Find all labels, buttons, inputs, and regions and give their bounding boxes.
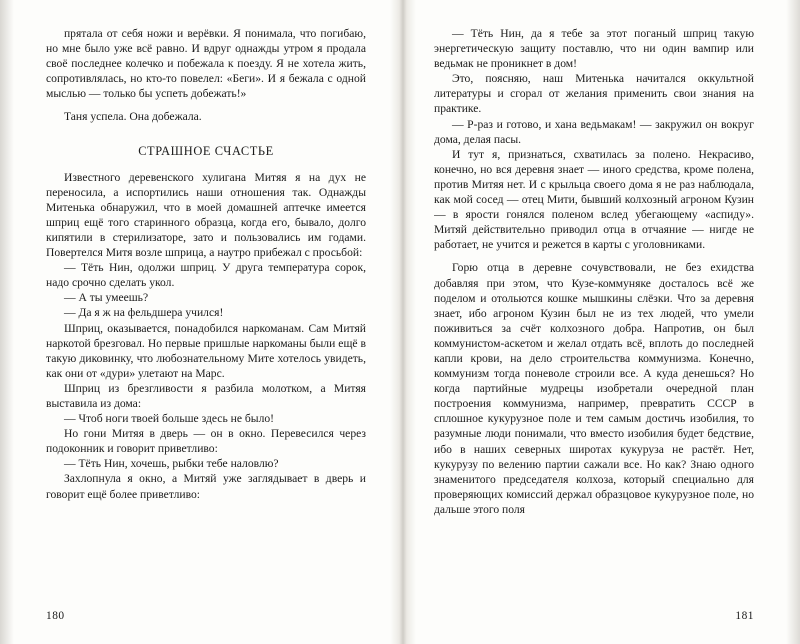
section-title: СТРАШНОЕ СЧАСТЬЕ bbox=[138, 143, 274, 158]
paragraph: Захлопнула я окно, а Митяй уже заглядывает в дверь и говорит ещё более приветливо: bbox=[46, 472, 366, 501]
paragraph: Известного деревенского хулигана Митяя я на дух не переносила, а испортились наши отношения так. Однажды Митенька обнаружил, что в моей домашней аптечке имеется шприц ещё того старинного образца, когда его, бывало, долго кипятили в стерилизаторе, зато и пользовались им годами. Повертелся Митя возле шприца, а наутро прибежал с просьбой: bbox=[46, 170, 366, 260]
left-page-text-column bbox=[46, 26, 366, 592]
paragraph: — Р-раз и готово, и хана ведьмакам! — закружил он вокруг дома, делая пасы. bbox=[434, 117, 754, 146]
paragraph: Но гони Митяя в дверь — он в окно. Перевесился через подоконник и говорит приветливо: bbox=[46, 427, 366, 456]
paragraph: — Тёть Нин, да я тебе за этот поганый шприц такую энергетическую защиту поставлю, что ни один вампир или ведьмак не проникнет в дом! bbox=[434, 27, 754, 71]
paragraph: — Тёть Нин, хочешь, рыбки тебе наловлю? bbox=[63, 457, 279, 471]
paragraph: Шприц из брезгливости я разбила молотком, а Митяя выставила из дома: bbox=[46, 381, 366, 410]
paragraph: Это, поясняю, наш Митенька начитался оккультной литературы и сгорал от желания применить свои знания на практике. bbox=[434, 72, 754, 116]
paragraph: Горю отца в деревне сочувствовали, не без ехидства добавляя при этом, что Кузе-коммуняке досталось всё же поделом и отольются кошке мышкины слёзки. Что за деревня знает, ибо агроном Кузин был не из тех людей, что умели поживиться за счёт колхозного добра. Напротив, он был коммунистом-аскетом и желал отдать всё, вплоть до последней капли крови, на дело строительства коммунизма. Конечно, коммунизм тогда поневоле строили все. А куда денешься? Но когда партийные мудрецы изобретали очередной план построения коммунизма, например, превратить СССР в сплошное кукурузное поле и тем самым достичь изобилия, то разумные люди понимали, что вместо изобилия будет бедствие, ибо в наших северных широтах кукуруза не растёт. Нет, кукурузу по велению партии сажали все. Но как? Знаю одного знаменитого председателя колхоза, который специально для проверяющих комиссий держал образцовое кукурузное поле, но дальше этого поля bbox=[434, 261, 754, 516]
paragraph-spacer bbox=[46, 101, 366, 109]
paragraph-spacer bbox=[434, 252, 754, 260]
page-number-left: 180 bbox=[46, 610, 65, 622]
right-page bbox=[400, 0, 800, 644]
paragraph: — Да я ж на фельдшера учился! bbox=[63, 306, 224, 320]
paragraph: — А ты умеешь? bbox=[63, 291, 149, 305]
paragraph: — Чтоб ноги твоей больше здесь не было! bbox=[63, 412, 275, 426]
paragraph: — Тёть Нин, одолжи шприц. У друга температура сорок, надо срочно сделать укол. bbox=[46, 261, 366, 290]
right-page-text-column bbox=[434, 26, 754, 592]
page-number-right: 181 bbox=[735, 610, 754, 622]
paragraph: И тут я, признаться, схватилась за полено. Некрасиво, конечно, но вся деревня знает — иного средства, кроме полена, против Митяя нет. И с крыльца своего дома я не раз наблюдала, как мой сосед — отец Мити, бывший колхозный агроном Кузин — в ярости гонялся поленом вслед убегающему «аспиду». Митяй действительно приводил отца в отчаяние — нигде не работает, не учится и режется в карты с уголовниками. bbox=[434, 147, 754, 252]
paragraph: Шприц, оказывается, понадобился наркоманам. Сам Митяй наркотой брезговал. Но первые пришлые наркоманы были ещё в такую диковинку, что любознательному Мите хотелось увидеть, как они от «дури» улетают на Марс. bbox=[46, 321, 366, 380]
paragraph: Таня успела. Она добежала. bbox=[63, 110, 202, 124]
paragraph: прятала от себя ножи и верёвки. Я понимала, что погибаю, но мне было уже всё равно. И вдруг однажды утром я продала своё последнее колечко и побежала к поезду. Я не хотела жить, сопротивлялась, но кто-то повелел: «Беги». И я бежала с одной мыслью — только бы успеть добежать!» bbox=[46, 27, 366, 101]
